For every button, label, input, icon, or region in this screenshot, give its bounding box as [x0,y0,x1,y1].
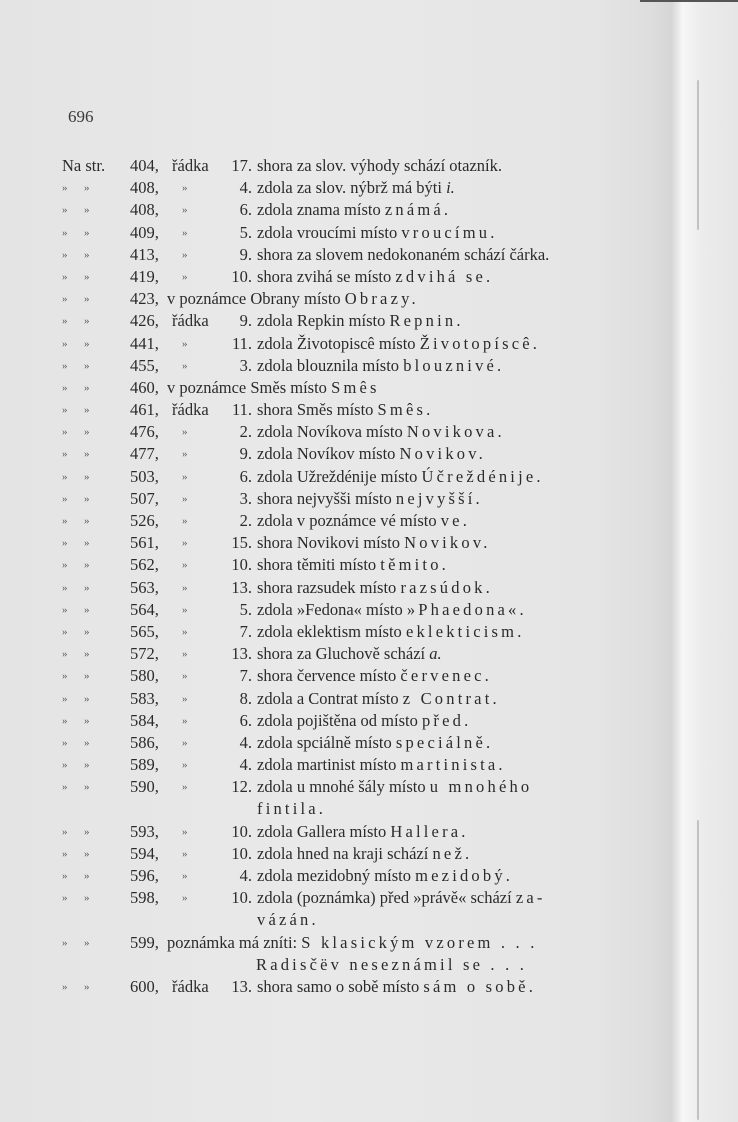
ditto-mark: » [182,226,188,239]
correction-text: za- [515,888,546,908]
page-number-ref: 426, [130,311,159,331]
page-number-ref: 413, [130,244,159,264]
errata-text: zdola u mnohé šály místo u mnohého [257,777,533,797]
line-label: řádka [172,976,209,996]
correction-text: martinista. [400,755,506,775]
errata-text: v poznámce Obrany místo Obrazy. [167,289,419,309]
errata-entry [0,643,738,665]
page-number-ref: 593, [130,821,159,841]
ditto-mark: » [84,736,90,749]
line-number: 6. [239,710,252,730]
errata-entry [0,199,738,221]
ditto-mark: » [182,670,188,683]
ditto-mark: » [62,204,68,217]
line-number: 12. [231,777,252,797]
errata-entry [0,355,738,377]
errata-entry [0,244,738,266]
ditto-mark: » [182,537,188,550]
ditto-mark: » [62,315,68,328]
ditto-mark: » [182,870,188,882]
page-number-ref: 404, [130,156,159,175]
errata-continuation [0,954,738,976]
page-number-ref: 408, [130,200,159,220]
line-number: 7. [239,666,252,686]
ditto-mark: » [62,936,68,949]
errata-entry [0,577,738,599]
errata-entry [0,732,738,754]
errata-text: zdola martinist místo martinista. [257,755,506,775]
errata-text: zdola Novíkova místo Novikova. [257,422,505,442]
line-number: 8. [239,688,252,708]
ditto-mark: » [182,182,188,195]
page-number-ref: 590, [130,777,159,797]
ditto-mark: » [182,825,188,838]
line-number: 2. [239,511,252,530]
page-number-ref: 589, [130,755,159,775]
ditto-mark: » [84,381,90,394]
errata-text: poznámka má zníti: S klasickým vzorem . . . [167,932,538,952]
page-number-ref: 572, [130,644,159,664]
italic-text: a. [429,644,442,664]
errata-text: zdola Životopiscê místo Životopíscê. [257,333,541,353]
correction-text: Smês [331,377,380,397]
errata-text: shora za slovem nedokonaném schází čárka. [257,244,550,264]
ditto-mark: » [84,315,90,328]
ditto-mark: » [84,537,90,550]
ditto-mark: » [182,847,188,860]
ditto-mark: » [62,980,68,993]
page-number-ref: 507, [130,488,159,508]
errata-entry [0,421,738,443]
line-number: 13. [231,644,252,664]
line-number: 5. [239,599,252,619]
page-number-ref: 580, [130,666,159,686]
page-number-ref: 408, [130,178,159,198]
ditto-mark: » [182,759,188,772]
ditto-mark: » [84,359,90,372]
ditto-mark: » [84,648,90,661]
ditto-mark: » [182,248,188,261]
ditto-mark: » [62,226,68,239]
line-number: 9. [239,244,252,264]
ditto-mark: » [182,337,188,350]
page-number-ref: 598, [130,888,159,908]
correction-text: zdvihá se. [395,266,494,286]
ditto-mark: » [62,404,68,417]
errata-text: shora Směs místo Smês. [257,400,434,420]
line-number: 11. [231,400,252,420]
line-number: 17. [231,156,252,175]
page-number-ref: 565, [130,621,159,641]
ditto-mark: » [62,892,68,905]
ditto-mark: » [84,714,90,727]
correction-text: nejvyšší. [395,488,483,508]
ditto-mark: » [62,870,68,882]
errata-text: shora července místo červenec. [257,666,492,686]
correction-text: známá. [384,200,452,220]
ditto-mark: » [62,625,68,638]
ditto-mark: » [62,781,68,794]
errata-text: zdola za slov. nýbrž má býti i. [257,178,455,198]
errata-entry [0,776,738,798]
errata-text: zdola spciálně místo speciálně. [257,732,494,752]
correction-text: červenec. [400,666,492,686]
correction-text: Smês. [377,400,434,420]
page-number-ref: 596, [130,866,159,885]
errata-text: shora těmiti místo těmito. [257,555,449,575]
errata-text: shora Novikovi místo Novikov. [257,533,491,553]
errata-continuation [0,798,738,820]
errata-entry [0,266,738,288]
errata-text: shora za slov. výhody schází otazník. [257,156,502,175]
ditto-mark: » [62,515,68,527]
errata-entry [0,821,738,843]
errata-text: zdola znama místo známá. [257,200,452,220]
errata-entry [0,377,738,399]
errata-entry [0,843,738,865]
ditto-mark: » [62,736,68,749]
errata-text: zdola »Fedona« místo »Phaedona«. [257,599,527,619]
errata-entry [0,466,738,488]
correction-text: razsúdok. [400,577,493,597]
correction-text: těmito. [380,555,449,575]
ditto-mark: » [84,559,90,572]
ditto-mark: » [62,759,68,772]
ditto-mark: » [84,781,90,794]
errata-entry [0,665,738,687]
ditto-mark: » [84,248,90,261]
line-number: 4. [239,178,252,198]
line-number: 9. [239,444,252,464]
ditto-mark: » [182,470,188,483]
errata-text: shora za Gluchově schází a. [257,644,442,664]
ditto-mark: » [84,847,90,860]
page-number-ref: 561, [130,533,159,553]
ditto-mark: » [62,714,68,727]
correction-text: u mnohého [429,777,533,797]
page-number-ref: 563, [130,577,159,597]
page-number-ref: 594, [130,843,159,863]
ditto-mark: » [62,470,68,483]
page-number: 696 [68,107,94,126]
ditto-mark: » [84,603,90,616]
ditto-mark: » [62,293,68,306]
ditto-mark: » [84,515,90,527]
errata-entry [0,532,738,554]
errata-text: zdola Repkin místo Repnin. [257,311,464,331]
page-number-ref: 476, [130,422,159,442]
errata-entry [0,443,738,465]
ditto-mark: » [182,648,188,661]
correction-text: Účreždénije. [421,466,544,486]
line-number: 10. [231,843,252,863]
page-number-ref: 503, [130,466,159,486]
ditto-mark: » [84,936,90,949]
ditto-mark: » [84,204,90,217]
ditto-mark: » [182,603,188,616]
line-number: 5. [239,222,252,242]
ditto-mark: » [62,847,68,860]
correction-text: blouznivé. [403,355,505,375]
errata-text: zdola v poznámce vé místo ve. [257,511,471,530]
page-number-ref: 461, [130,400,159,420]
errata-text: zdola blouznila místo blouznivé. [257,355,505,375]
ditto-mark: » [62,537,68,550]
line-number: 3. [239,355,252,375]
ditto-mark: » [182,625,188,638]
ditto-mark: » [62,648,68,661]
ditto-mark: » [182,692,188,705]
errata-text: zdola hned na kraji schází než. [257,843,473,863]
ditto-mark: » [182,515,188,527]
errata-text: zdola mezidobný místo mezidobý. [257,866,514,885]
page-reference-label: Na str. [62,156,106,175]
errata-text: zdola a Contrat místo z Contrat. [257,688,500,708]
ditto-mark: » [182,204,188,217]
errata-text: v poznámce Směs místo Smês [167,377,380,397]
correction-text: Novikov. [404,533,491,553]
correction-text: Novikov. [399,444,486,464]
ditto-mark: » [84,670,90,683]
errata-entry [0,754,738,776]
ditto-mark: » [84,581,90,594]
correction-text: Hallera. [390,821,469,841]
ditto-mark: » [84,337,90,350]
line-number: 15. [231,533,252,553]
ditto-mark: » [182,448,188,461]
line-number: 3. [239,488,252,508]
ditto-mark: » [84,226,90,239]
page-number-ref: 477, [130,444,159,464]
correction-text: Životopíscê. [419,333,541,353]
ditto-mark: » [62,359,68,372]
ditto-mark: » [62,581,68,594]
ditto-mark: » [182,581,188,594]
errata-text: shora samo o sobě místo sám o sobě. [257,976,537,996]
ditto-mark: » [62,492,68,505]
line-label: řádka [172,311,209,331]
errata-continuation [0,909,738,931]
errata-entry [0,399,738,421]
ditto-mark: » [182,892,188,905]
errata-entry [0,288,738,310]
page-number-ref: 441, [130,333,159,353]
page-number-ref: 583, [130,688,159,708]
ditto-mark: » [84,448,90,461]
correction-text: ve. [440,511,471,530]
page-number-ref: 455, [130,355,159,375]
ditto-mark: » [62,603,68,616]
correction-text: S klasickým vzorem . . . [301,932,538,952]
errata-entry [0,554,738,576]
line-label: řádka [172,400,209,420]
ditto-mark: » [84,426,90,439]
line-number: 6. [239,466,252,486]
ditto-mark: » [62,670,68,683]
page-number-ref: 409, [130,222,159,242]
line-number: 4. [239,866,252,885]
ditto-mark: » [62,248,68,261]
line-number: 13. [231,976,252,996]
errata-entry [0,333,738,355]
errata-text: zdola Gallera místo Hallera. [257,821,469,841]
errata-entry [0,488,738,510]
ditto-mark: » [182,359,188,372]
correction-text: vázán. [257,910,319,930]
errata-entry [0,222,738,244]
page-number-ref: 419, [130,266,159,286]
line-number: 2. [239,422,252,442]
ditto-mark: » [182,270,188,283]
page-number-ref: 526, [130,511,159,530]
page-number-ref: 460, [130,377,159,397]
ditto-mark: » [84,270,90,283]
page-number-ref: 423, [130,289,159,309]
line-number: 10. [231,888,252,908]
ditto-mark: » [84,182,90,195]
line-number: 10. [231,821,252,841]
page-number-ref: 600, [130,976,159,996]
line-number: 6. [239,200,252,220]
ditto-mark: » [84,492,90,505]
ditto-mark: » [84,825,90,838]
ditto-mark: » [182,559,188,572]
line-number: 13. [231,577,252,597]
ditto-mark: » [182,492,188,505]
correction-text: Obrazy. [344,289,419,309]
errata-text: shora razsudek místo razsúdok. [257,577,493,597]
ditto-mark: » [62,825,68,838]
line-number: 10. [231,555,252,575]
errata-text: zdola Užreždénije místo Účreždénije. [257,466,544,486]
line-number: 7. [239,621,252,641]
ditto-mark: » [62,337,68,350]
line-number: 9. [239,311,252,331]
line-label: řádka [172,156,209,175]
page-number-ref: 564, [130,599,159,619]
page-number-ref: 599, [130,932,159,952]
errata-entry [0,510,738,532]
page-number-ref: 562, [130,555,159,575]
correction-text: než. [432,843,473,863]
line-number: 11. [231,333,252,353]
errata-text: zdola (poznámka) před »právě« schází za- [257,888,546,908]
ditto-mark: » [84,404,90,417]
errata-entry [0,155,738,177]
ditto-mark: » [84,980,90,993]
correction-text: speciálně. [395,732,494,752]
correction-text: Novikova. [406,422,505,442]
errata-entry [0,976,738,998]
ditto-mark: » [62,270,68,283]
line-number: 4. [239,755,252,775]
ditto-mark: » [84,470,90,483]
correction-text: eklekticism. [405,621,525,641]
correction-text: Repnin. [389,311,464,331]
correction-text: vroucímu. [401,222,498,242]
errata-text: shora nejvyšši místo nejvyšší. [257,488,483,508]
page-top-edge [640,0,738,2]
ditto-mark: » [84,870,90,882]
errata-entry [0,865,738,887]
ditto-mark: » [62,448,68,461]
ditto-mark: » [62,426,68,439]
correction-text: »Phaedona«. [406,599,527,619]
ditto-mark: » [84,692,90,705]
correction-text: sám o sobě. [423,976,537,996]
ditto-mark: » [182,714,188,727]
errata-entry [0,177,738,199]
errata-text: zdola vroucími místo vroucímu. [257,222,498,242]
errata-text: zdola Novíkov místo Novikov. [257,444,486,464]
errata-text: zdola eklektism místo eklekticism. [257,621,525,641]
ditto-mark: » [84,293,90,306]
errata-entry [0,887,738,909]
ditto-mark: » [62,182,68,195]
ditto-mark: » [62,692,68,705]
errata-text: shora zvihá se místo zdvihá se. [257,266,494,286]
correction-text: mezidobý. [415,866,514,885]
line-number: 10. [231,266,252,286]
ditto-mark: » [182,736,188,749]
errata-entry [0,710,738,732]
ditto-mark: » [84,759,90,772]
errata-entry [0,688,738,710]
correction-text: fintila. [257,799,327,819]
page-number-ref: 586, [130,732,159,752]
ditto-mark: » [182,781,188,794]
correction-text: před. [421,710,472,730]
page-number-ref: 584, [130,710,159,730]
ditto-mark: » [84,625,90,638]
ditto-mark: » [84,892,90,905]
ditto-mark: » [62,381,68,394]
errata-entry [0,932,738,954]
ditto-mark: » [62,559,68,572]
errata-text: zdola pojištěna od místo před. [257,710,472,730]
errata-entry [0,599,738,621]
correction-text: Radisčëv neseznámil se . . . [256,954,528,974]
errata-entry [0,621,738,643]
line-number: 4. [239,732,252,752]
errata-list [0,155,738,998]
errata-entry [0,310,738,332]
ditto-mark: » [182,426,188,439]
italic-text: i. [446,178,455,198]
correction-text: z Contrat. [402,688,500,708]
